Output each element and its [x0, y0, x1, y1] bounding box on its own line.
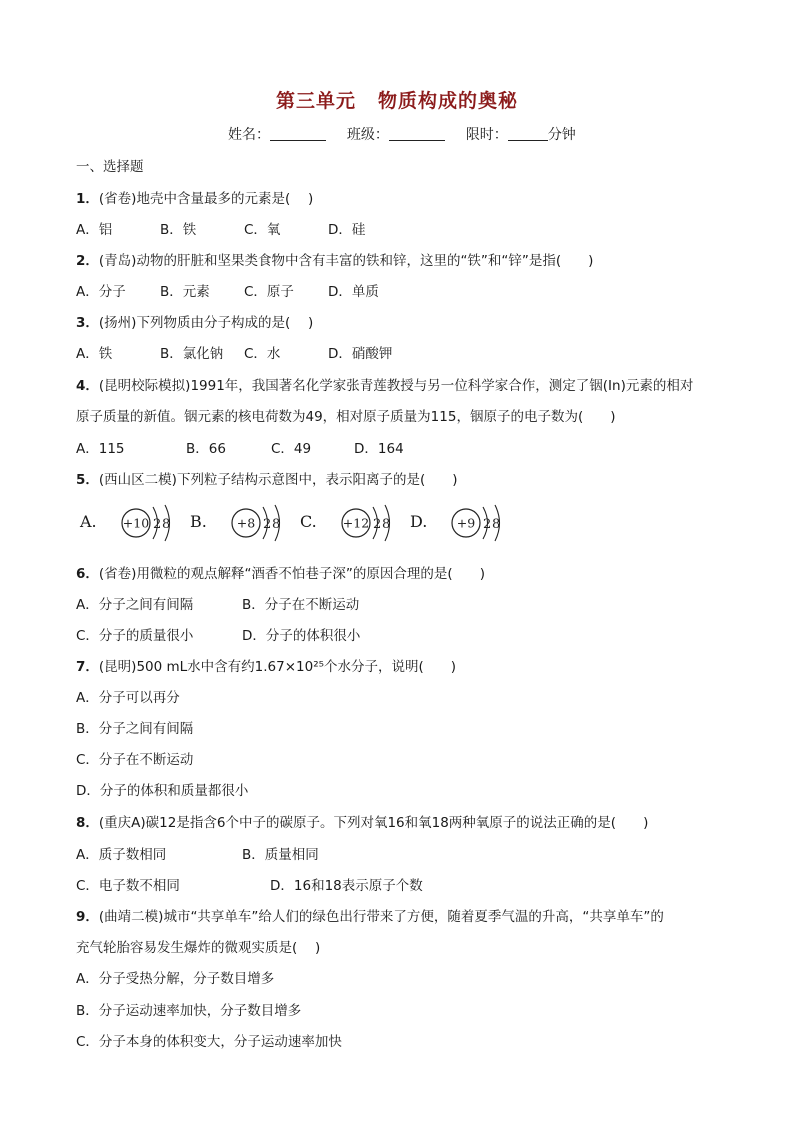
question-stem: (西山区二模)下列粒子结构示意图中，表示阳离子的是( ) — [98, 472, 458, 488]
option-7c[interactable]: C．分子在不断运动 — [76, 752, 194, 768]
option-7b[interactable]: B．分子之间有间隔 — [76, 721, 194, 737]
atom-option-label: C. — [300, 512, 317, 531]
option-c[interactable]: C．原子 — [244, 284, 294, 300]
option-d[interactable]: D．16和18表示原子个数 — [270, 878, 423, 894]
atom-option-label: D. — [410, 512, 428, 531]
question-stem: (昆明校际模拟)1991年，我国著名化学家张青莲教授与另一位科学家合作，测定了铟(In)元素的相对 — [98, 378, 694, 394]
option-a[interactable]: A．质子数相同 — [76, 847, 167, 863]
question-number: 4． — [76, 378, 99, 394]
shell-electron-count: 2 — [153, 517, 162, 532]
student-info — [228, 124, 576, 144]
question-4 — [76, 374, 693, 394]
option-7a[interactable]: A．分子可以再分 — [76, 690, 180, 706]
option-b[interactable]: B．铁 — [160, 222, 197, 238]
question-stem: (扬州)下列物质由分子构成的是( ) — [98, 315, 314, 331]
option-c[interactable]: C．电子数不相同 — [76, 878, 180, 894]
shell-electron-count: 8 — [492, 517, 501, 532]
atom-option-label: B. — [190, 512, 207, 531]
question-number: 2． — [76, 253, 99, 269]
class-label: 班级： — [346, 127, 389, 143]
option-c[interactable]: C．氧 — [244, 222, 281, 238]
nucleus-charge: +12 — [342, 515, 370, 531]
option-b[interactable]: B．分子在不断运动 — [242, 597, 360, 613]
atom-option-label: A. — [80, 512, 97, 531]
time-blank[interactable] — [508, 140, 548, 141]
question-4-continued: 原子质量的新值。铟元素的核电荷数为49，相对原子质量为115，铟原子的电子数为( ) — [76, 409, 616, 425]
question-stem: (省卷)地壳中含量最多的元素是( ) — [98, 191, 314, 207]
option-b[interactable]: B．元素 — [160, 284, 210, 300]
question-number: 5． — [76, 472, 99, 488]
option-a[interactable]: A．115 — [76, 441, 125, 457]
option-9b[interactable]: B．分子运动速率加快，分子数目增多 — [76, 1003, 302, 1019]
time-label: 限时： — [465, 127, 508, 143]
question-stem: (曲靖二模)城市“共享单车”给人们的绿色出行带来了方便，随着夏季气温的升高，“共享单车”的 — [98, 909, 664, 925]
question-3 — [76, 311, 313, 331]
option-c[interactable]: C．分子的质量很小 — [76, 628, 194, 644]
question-number: 3． — [76, 315, 99, 331]
question-number: 7． — [76, 659, 99, 675]
option-b[interactable]: B．氯化钠 — [160, 346, 224, 362]
nucleus-charge: +8 — [236, 515, 256, 531]
section-heading: 一、选择题 — [76, 159, 144, 175]
option-d[interactable]: D．164 — [354, 441, 404, 457]
atom-structure-icon — [98, 503, 178, 547]
option-c[interactable]: C．49 — [271, 441, 312, 457]
atom-structure-icon — [428, 503, 508, 547]
shell-electron-count: 2 — [373, 517, 382, 532]
atom-structure-icon — [208, 503, 288, 547]
option-d[interactable]: D．硅 — [328, 222, 366, 238]
question-8 — [76, 811, 648, 831]
option-a[interactable]: A．铁 — [76, 346, 113, 362]
title-topic: 物质构成的奥秘 — [378, 90, 519, 112]
time-unit: 分钟 — [547, 127, 576, 143]
question-2 — [76, 249, 593, 269]
option-a[interactable]: A．分子之间有间隔 — [76, 597, 194, 613]
question-6 — [76, 562, 485, 582]
option-d[interactable]: D．单质 — [328, 284, 379, 300]
question-9-continued: 充气轮胎容易发生爆炸的微观实质是( ) — [76, 940, 321, 956]
question-stem: (青岛)动物的肝脏和坚果类食物中含有丰富的铁和锌，这里的“铁”和“锌”是指( ) — [98, 253, 594, 269]
question-number: 9． — [76, 909, 99, 925]
question-number: 1． — [76, 191, 99, 207]
shell-electron-count: 8 — [162, 517, 171, 532]
nucleus-charge: +9 — [456, 515, 476, 531]
question-9 — [76, 905, 664, 925]
atom-diagrams — [80, 503, 500, 547]
option-d[interactable]: D．硝酸钾 — [328, 346, 393, 362]
option-a[interactable]: A．分子 — [76, 284, 126, 300]
option-a[interactable]: A．铝 — [76, 222, 113, 238]
question-1 — [76, 187, 313, 207]
page-title — [0, 86, 794, 113]
shell-electron-count: 2 — [483, 517, 492, 532]
option-7d[interactable]: D．分子的体积和质量都很小 — [76, 783, 249, 799]
name-blank[interactable] — [270, 140, 326, 141]
nucleus-charge: +10 — [122, 515, 150, 531]
class-blank[interactable] — [389, 140, 445, 141]
option-c[interactable]: C．水 — [244, 346, 281, 362]
option-d[interactable]: D．分子的体积很小 — [242, 628, 361, 644]
question-stem: (省卷)用微粒的观点解释“酒香不怕巷子深”的原因合理的是( ) — [98, 566, 485, 582]
question-stem: (昆明)500 mL水中含有约1.67×10²⁵个水分子，说明( ) — [98, 659, 457, 675]
option-9a[interactable]: A．分子受热分解，分子数目增多 — [76, 971, 275, 987]
option-b[interactable]: B．66 — [186, 441, 226, 457]
option-b[interactable]: B．质量相同 — [242, 847, 319, 863]
question-5 — [76, 468, 457, 488]
title-unit: 第三单元 — [275, 90, 356, 112]
shell-electron-count: 8 — [382, 517, 391, 532]
atom-structure-icon — [318, 503, 398, 547]
question-stem: (重庆A)碳12是指含6个中子的碳原子。下列对氧16和氧18两种氧原子的说法正确的是( ) — [98, 815, 649, 831]
question-number: 6． — [76, 566, 99, 582]
shell-electron-count: 2 — [263, 517, 272, 532]
question-number: 8． — [76, 815, 99, 831]
option-9c[interactable]: C．分子本身的体积变大，分子运动速率加快 — [76, 1034, 342, 1050]
name-label: 姓名： — [228, 127, 270, 143]
question-7 — [76, 655, 456, 675]
shell-electron-count: 8 — [272, 517, 281, 532]
